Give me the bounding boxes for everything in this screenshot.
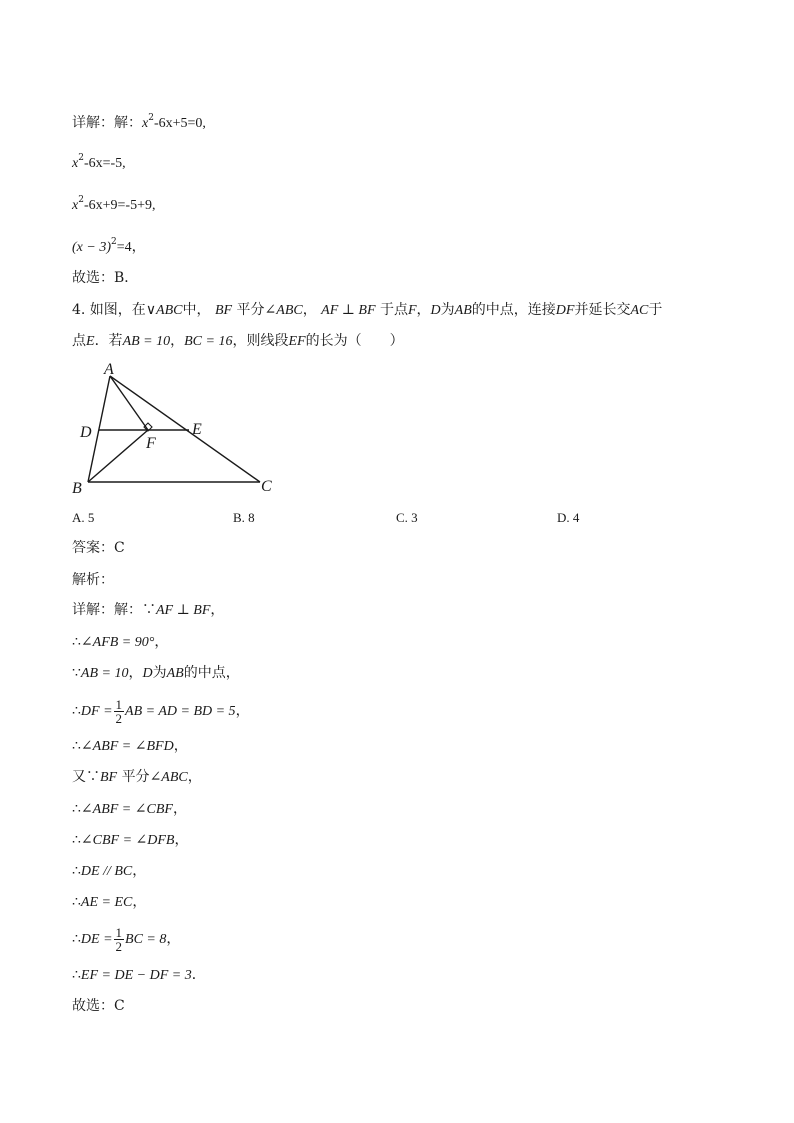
- question-line-2: 点E．若AB = 10，BC = 16，则线段EF的长为（ ）: [72, 333, 404, 349]
- question-line-1: 4. 如图，在∨ABC中， BF 平分∠ABC， AF ⊥ BF 于点F，D为AB的中点，连接DF并延长交AC于: [72, 302, 663, 318]
- solution-step-8: ∴∠CBF = ∠DFB，: [72, 832, 189, 848]
- triangle-figure: [60, 356, 290, 502]
- solution-step-9: ∴DE // BC，: [72, 863, 147, 879]
- label-a: A: [104, 361, 114, 378]
- segment-ac: [110, 376, 260, 482]
- label-f: F: [146, 435, 156, 452]
- fraction-half: $\frac{1}{2}$: [115, 696, 123, 726]
- label-c: C: [261, 478, 272, 495]
- option-c: C. 3: [396, 510, 418, 525]
- solution-step-2: ∴∠AFB = 90°，: [72, 634, 169, 650]
- answer: 答案：C: [72, 540, 125, 556]
- solution-step-1: 详解：解：∵AF ⊥ BF，: [72, 602, 225, 618]
- solution-step-7: ∴∠ABF = ∠CBF，: [72, 801, 187, 817]
- prev-choice: 故选：B．: [72, 270, 139, 286]
- final-choice: 故选：C: [72, 998, 125, 1014]
- label-e: E: [192, 421, 202, 438]
- prev-line-3: $x^2-6x+9=-5+9$,: [72, 195, 156, 213]
- solution-step-10: ∴AE = EC，: [72, 894, 147, 910]
- fraction-half: $\frac{1}{2}$: [115, 924, 123, 954]
- solution-step-6: 又∵BF 平分∠ABC，: [72, 769, 202, 785]
- option-d: D. 4: [557, 510, 580, 525]
- solution-step-5: ∴∠ABF = ∠BFD，: [72, 738, 188, 754]
- option-b: B. 8: [233, 510, 255, 525]
- segment-af: [110, 376, 148, 430]
- solution-step-3: ∵AB = 10，D为AB的中点，: [72, 665, 240, 681]
- prev-line-1: 详解：解：$x^2-6x+5=0$,: [72, 113, 206, 131]
- solution-step-12: ∴EF = DE − DF = 3．: [72, 967, 206, 983]
- prev-line-4: $(x - 3)^2=4$，: [72, 237, 146, 255]
- label-d: D: [80, 424, 92, 441]
- prev-line-2: $x^2-6x=-5$,: [72, 153, 126, 171]
- solution-step-4: ∴DF = $\frac{1}{2}$ AB = AD = BD = 5，: [72, 696, 250, 726]
- option-a: A. 5: [72, 510, 95, 525]
- analysis-heading: 解析：: [72, 572, 114, 588]
- label-b: B: [72, 480, 82, 497]
- solution-step-11: ∴DE = $\frac{1}{2}$ BC = 8，: [72, 924, 181, 954]
